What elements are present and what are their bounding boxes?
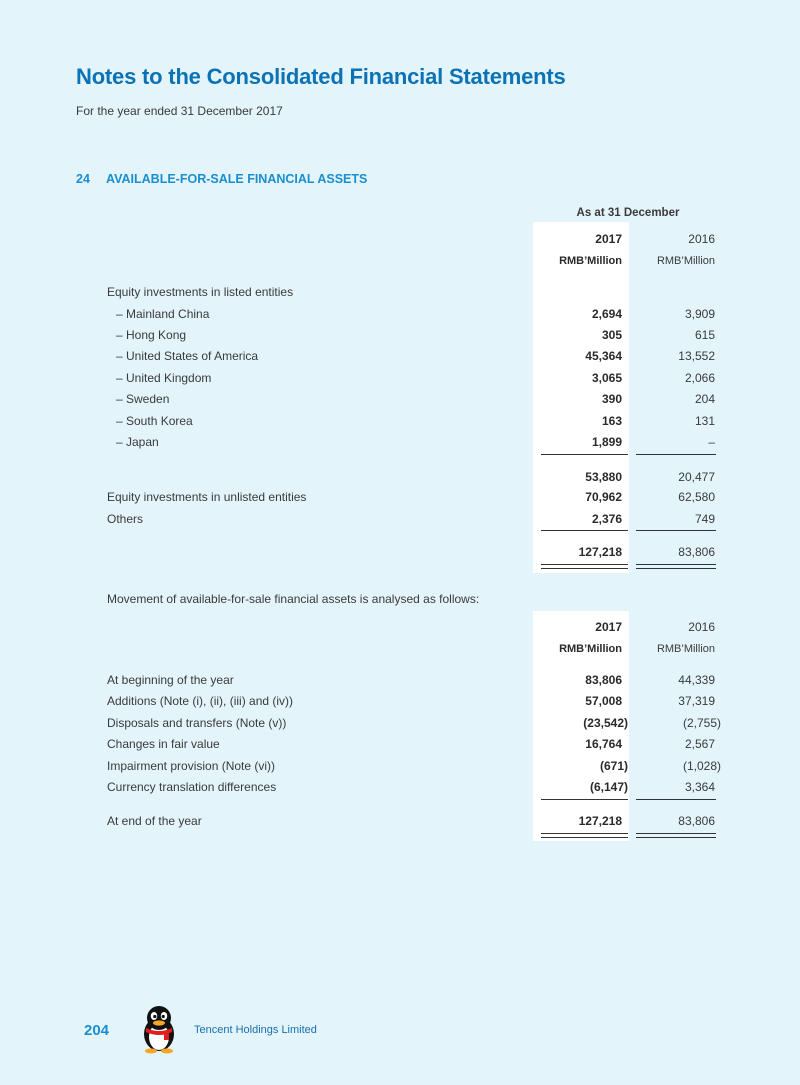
row-label: Additions (Note (i), (ii), (iii) and (iv)) [107,694,294,708]
table-row [0,735,800,753]
page-title: Notes to the Consolidated Financial Statements [76,64,566,89]
total-2016: 83,806 [678,545,715,559]
value-2016: 2,066 [684,371,715,385]
value-2016: (2,755) [682,716,721,730]
end-rule-2016 [636,799,716,800]
end-double-rule-2016 [636,833,716,838]
table1-year-header [0,230,800,248]
total-double-rule-2017 [541,564,628,569]
end-2017: 127,218 [578,814,622,828]
value-2017: 390 [601,392,622,406]
value-2017: 305 [601,328,622,342]
section-heading [76,172,367,186]
value-2016: 204 [694,392,715,406]
col-2016-unit: RMB’Million [656,643,715,655]
table-row [0,510,800,528]
row-label: Changes in fair value [107,737,220,751]
row-label: Others [107,512,144,526]
value-2016: 3,909 [684,307,715,321]
col-2016-year: 2016 [688,620,715,634]
end-2016: 83,806 [678,814,715,828]
col-2017-year: 2017 [595,232,622,246]
col-2016-unit: RMB’Million [656,255,715,267]
row-label: Disposals and transfers (Note (v)) [107,716,287,730]
table-row [0,283,800,301]
row-label: At end of the year [107,814,202,828]
table-row [0,671,800,689]
table-row [0,692,800,710]
table-row [0,778,800,796]
subtotal-rule-2016 [636,454,716,455]
table-row [0,757,800,775]
table-row [0,433,800,451]
table-row [0,326,800,344]
total-2017: 127,218 [578,545,622,559]
group-label: Equity investments in listed entities [107,285,294,299]
value-2017: 45,364 [585,349,622,363]
subtotal-row [0,468,800,486]
table-row [0,347,800,365]
as-at-header: As at 31 December [576,207,680,219]
table2-unit-header [0,640,800,658]
movement-note: Movement of available-for-sale financial assets is analysed as follows: [107,592,480,606]
end-rule-2017 [541,799,628,800]
col-2016-year: 2016 [688,232,715,246]
table-row [0,369,800,387]
value-2016: 62,580 [678,490,715,504]
value-2016: 131 [694,414,715,428]
value-2017: 83,806 [585,673,622,687]
total-row [0,543,800,561]
row-label: – Mainland China [116,307,210,321]
value-2016: – [708,435,715,449]
value-2016: (1,028) [682,759,721,773]
company-name: Tencent Holdings Limited [194,1024,317,1036]
subtotal-rule-2017 [541,454,628,455]
table-row [0,488,800,506]
table1-unit-header [0,252,800,270]
page-subtitle: For the year ended 31 December 2017 [76,104,283,118]
value-2017: 16,764 [585,737,622,751]
row-label: Currency translation differences [107,780,277,794]
value-2017: 57,008 [585,694,622,708]
value-2017: 1,899 [591,435,622,449]
row-label: – Hong Kong [116,328,187,342]
value-2017: (23,542) [583,716,628,730]
table-row [0,714,800,732]
end-double-rule-2017 [541,833,628,838]
value-2017: 3,065 [591,371,622,385]
value-2016: 3,364 [684,780,715,794]
row-label: – United States of America [116,349,259,363]
value-2017: 70,962 [585,490,622,504]
subtotal-2017: 53,880 [585,470,622,484]
row-label: – Sweden [116,392,170,406]
value-2017: 2,376 [591,512,622,526]
subtotal-2016: 20,477 [678,470,715,484]
value-2016: 13,552 [678,349,715,363]
row-label: – United Kingdom [116,371,212,385]
row-label: Equity investments in unlisted entities [107,490,307,504]
table-row [0,412,800,430]
value-2016: 37,319 [678,694,715,708]
section-number: 24 [76,172,90,186]
penguin-logo-icon [138,1004,180,1054]
total-rule-2017 [541,530,628,531]
value-2016: 615 [694,328,715,342]
row-label: At beginning of the year [107,673,234,687]
table2-year-header [0,618,800,636]
col-2017-year: 2017 [595,620,622,634]
section-title: AVAILABLE-FOR-SALE FINANCIAL ASSETS [106,172,368,186]
row-label: – Japan [116,435,159,449]
page-number: 204 [84,1022,110,1039]
total-double-rule-2016 [636,564,716,569]
value-2017: 163 [601,414,622,428]
row-label: Impairment provision (Note (vi)) [107,759,276,773]
value-2017: 2,694 [591,307,622,321]
table-row [0,390,800,408]
end-row [0,812,800,830]
total-rule-2016 [636,530,716,531]
table-row [0,305,800,323]
value-2016: 749 [694,512,715,526]
value-2016: 2,567 [684,737,715,751]
col-2017-unit: RMB’Million [559,643,622,655]
value-2016: 44,339 [678,673,715,687]
col-2017-unit: RMB’Million [559,255,622,267]
row-label: – South Korea [116,414,193,428]
value-2017: (671) [599,759,628,773]
value-2017: (6,147) [589,780,628,794]
